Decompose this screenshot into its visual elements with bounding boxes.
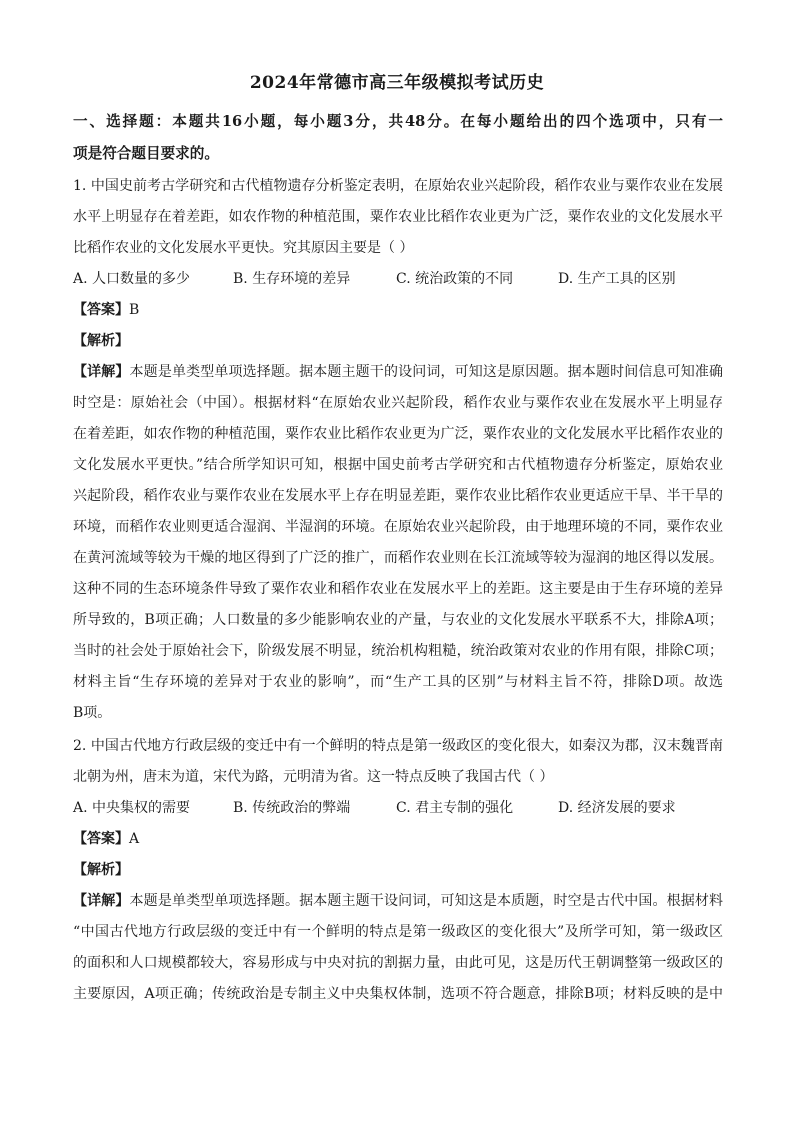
q1-option-b: B. 生存环境的差异 — [233, 271, 351, 287]
answer-tag: 【答案】 — [73, 831, 129, 847]
q1-answer — [73, 299, 723, 319]
q1-detail-line-2: 时空是：原始社会（中国）。根据材料“在原始农业兴起阶段，稻作农业与粟作农业在发展水平上明显存 — [73, 395, 723, 411]
answer-value: B — [129, 302, 140, 318]
detail-tag: 【详解】 — [73, 364, 130, 380]
q2-detail-line-1 — [73, 890, 723, 910]
detail-text: 本题是单类型单项选择题。据本题主题干设问词，可知这是本质题，时空是古代中国。根据材料 — [129, 893, 724, 909]
detail-tag: 【详解】 — [73, 893, 130, 909]
q1-detail-line-7: 在黄河流域等较为干燥的地区得到了广泛的推广，而稻作农业则在长江流域等较为湿润的地区得以发展。 — [73, 550, 723, 566]
q2-stem-line-1: 2. 中国古代地方行政层级的变迁中有一个鲜明的特点是第一级政区的变化很大，如秦汉为郡，汉末魏晋南 — [73, 738, 723, 754]
analysis-tag: 【解析】 — [73, 333, 129, 349]
q1-detail-line-5: 兴起阶段，稻作农业与粟作农业在发展水平上存在明显差距，粟作农业比稻作农业更适应干旱、半干旱的 — [73, 488, 723, 504]
q1-detail-line-10: 当时的社会处于原始社会下，阶级发展不明显，统治机构粗糙，统治政策对农业的作用有限，排除C项； — [73, 643, 723, 659]
q1-stem-line-3: 比稻作农业的文化发展水平更快。究其原因主要是（ ） — [73, 240, 414, 256]
q1-stem-line-2: 水平上明显存在着差距，如农作物的种植范围，粟作农业比稻作农业更为广泛，粟作农业的文化发展水平 — [73, 209, 723, 225]
q2-analysis — [73, 859, 723, 879]
q1-option-d: D. 生产工具的区别 — [558, 271, 676, 287]
q2-stem-line-2: 北朝为州，唐末为道，宋代为路，元明清为省。这一特点反映了我国古代（ ） — [73, 769, 554, 785]
q1-analysis — [73, 330, 723, 350]
q1-detail-line-11: 材料主旨“生存环境的差异对于农业的影响”，而“生产工具的区别”与材料主旨不符，排除D项。故选 — [73, 674, 723, 690]
q1-detail-line-6: 环境，而稻作农业则更适合湿润、半湿润的环境。在原始农业兴起阶段，由于地理环境的不同，粟作农业 — [73, 519, 723, 535]
q1-detail-line-8: 这种不同的生态环境条件导致了粟作农业和稻作农业在发展水平上的差距。这主要是由于生存环境的差异 — [73, 581, 723, 597]
section-heading-line-1: 一、选择题：本题共16小题，每小题3分，共48分。在每小题给出的四个选项中，只有一 — [73, 113, 723, 130]
q1-detail-line-1 — [73, 361, 723, 381]
q1-detail-line-3: 在着差距，如农作物的种植范围，粟作农业比稻作农业更为广泛，粟作农业的文化发展水平比稻作农业的 — [73, 426, 723, 442]
q1-detail-line-12: B项。 — [73, 705, 112, 721]
answer-tag: 【答案】 — [73, 302, 129, 318]
q2-option-d: D. 经济发展的要求 — [558, 800, 676, 816]
page-title: 2024年常德市高三年级模拟考试历史 — [249, 73, 545, 93]
q2-detail-line-4: 主要原因，A项正确；传统政治是专制主义中央集权体制，选项不符合题意，排除B项；材料反映的是中 — [73, 986, 723, 1002]
q2-detail-line-3: 的面积和人口规模都较大，容易形成与中央对抗的割据力量，由此可见，这是历代王朝调整第一级政区的 — [73, 955, 723, 971]
q1-option-c: C. 统治政策的不同 — [396, 271, 514, 287]
q1-detail-line-9: 所导致的，B项正确；人口数量的多少能影响农业的产量，与农业的文化发展水平联系不大，排除A项； — [73, 612, 723, 628]
q1-option-a: A. 人口数量的多少 — [73, 271, 191, 287]
q2-answer — [73, 828, 723, 848]
q1-detail-line-4: 文化发展水平更快。”结合所学知识可知，根据中国史前考古学研究和古代植物遗存分析鉴定，原始农业 — [73, 457, 723, 473]
q2-option-b: B. 传统政治的弊端 — [233, 800, 351, 816]
q2-option-a: A. 中央集权的需要 — [73, 800, 191, 816]
q1-stem-line-1: 1. 中国史前考古学研究和古代植物遗存分析鉴定表明，在原始农业兴起阶段，稻作农业与粟作农业在发展 — [73, 178, 723, 194]
q2-detail-line-2: “中国古代地方行政层级的变迁中有一个鲜明的特点是第一级政区的变化很大”及所学可知，第一级政区 — [73, 924, 723, 940]
analysis-tag: 【解析】 — [73, 862, 129, 878]
section-heading-line-2: 项是符合题目要求的。 — [73, 145, 219, 162]
answer-value: A — [129, 831, 140, 847]
q2-option-c: C. 君主专制的强化 — [396, 800, 514, 816]
detail-text: 本题是单类型单项选择题。据本题主题干的设问词，可知这是原因题。据本题时间信息可知准确 — [129, 364, 724, 380]
